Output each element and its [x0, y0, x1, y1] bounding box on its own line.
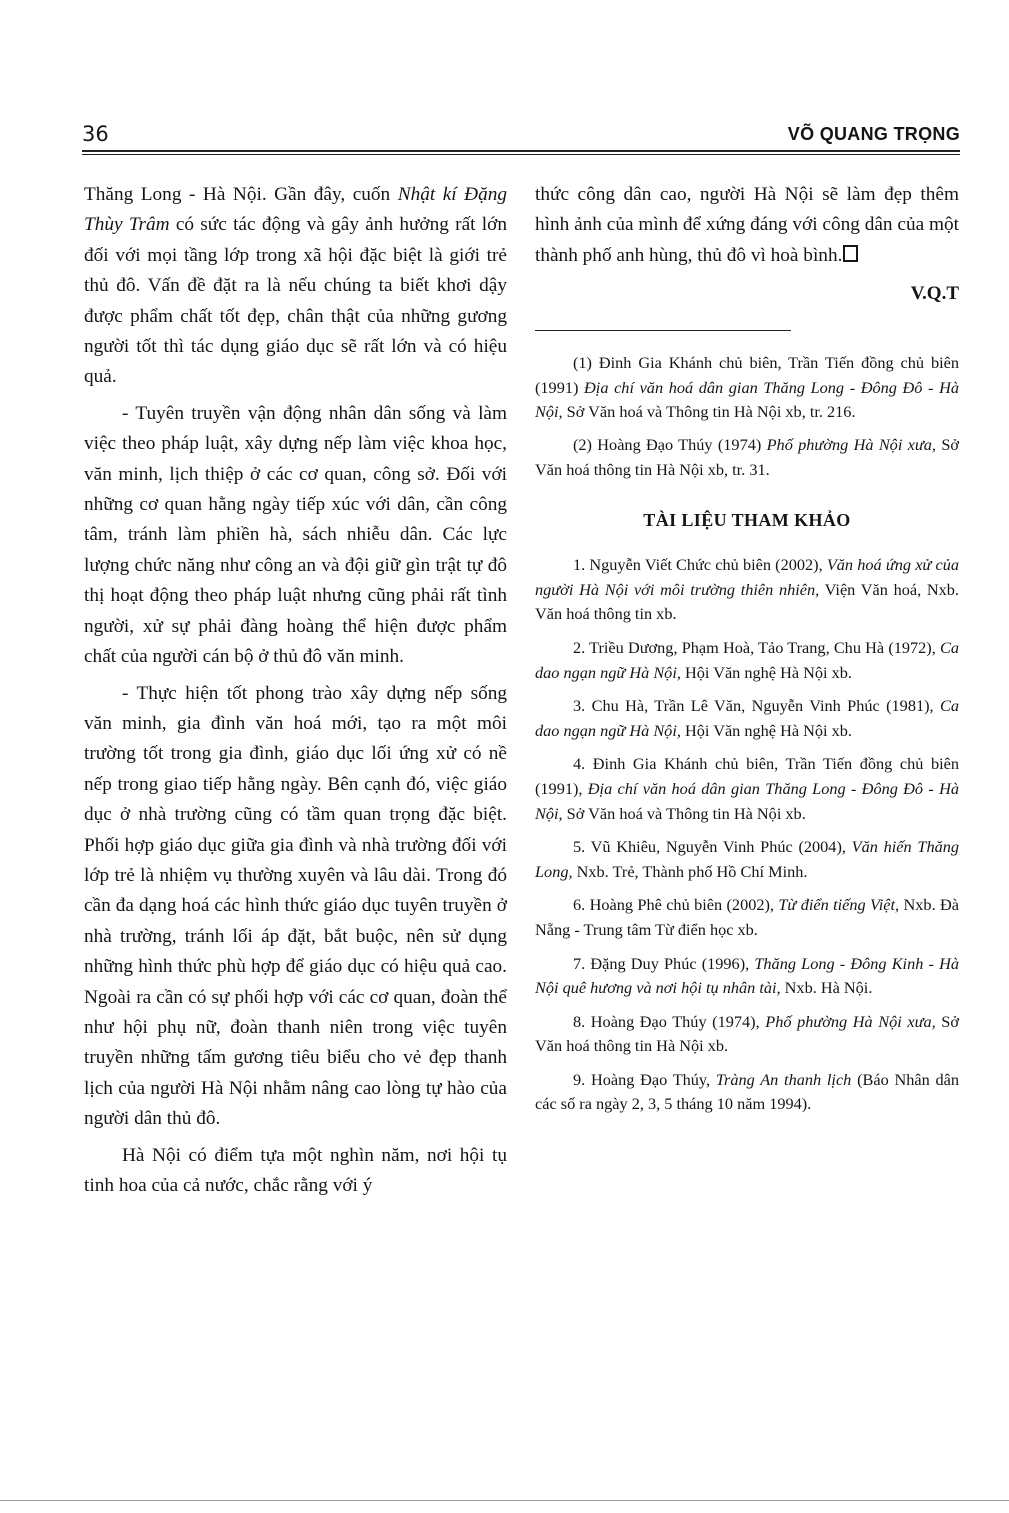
running-title: VÕ QUANG TRỌNG — [787, 124, 960, 144]
left-column — [84, 180, 507, 1201]
body-paragraph-1: Thăng Long - Hà Nội. Gần đây, cuốn Nhật kí Đặng Thùy Trâm có sức tác động và gây ảnh hưởng rất lớn đối với mọi tầng lớp trong xã hội đặc biệt là giới trẻ thủ đô. Vấn đề đặt ra là nếu chúng ta biết khơi dậy được phẩm chất tốt đẹp, chân thật của những gương người tốt thì tác dụng giáo dục sẽ rất lớn và có hiệu quả. — [84, 184, 507, 388]
body-paragraph-4: Hà Nội có điểm tựa một nghìn năm, nơi hội tụ tinh hoa của cả nước, chắc rằng với ý — [84, 1144, 507, 1196]
author-signature: V.Q.T — [910, 283, 959, 305]
footnote-rule — [535, 330, 791, 331]
references-list — [535, 553, 959, 1117]
page-header — [82, 122, 960, 148]
reference-item: 4. Đinh Gia Khánh chủ biên, Trần Tiến đồng chủ biên (1991), Địa chí văn hoá dân gian Thăng Long - Đông Đô - Hà Nội, Sở Văn hoá và Thông tin Hà Nội xb. — [535, 754, 960, 823]
reference-item: 8. Hoàng Đạo Thúy (1974), Phố phường Hà Nội xưa, Sở Văn hoá thông tin Hà Nội xb. — [535, 1011, 959, 1056]
right-column — [535, 180, 959, 1117]
references-heading: TÀI LIỆU THAM KHẢO — [643, 510, 851, 531]
footnote-1: (1) Đinh Gia Khánh chủ biên, Trần Tiến đồng chủ biên (1991) Địa chí văn hoá dân gian Thăng Long - Đông Đô - Hà Nội, Sở Văn hoá và Thông tin Hà Nội xb, tr. 216. — [535, 353, 959, 422]
body-paragraph-2: - Tuyên truyền vận động nhân dân sống và làm việc theo pháp luật, xây dựng nếp làm việc khoa học, văn minh, lịch thiệp ở các cơ quan, công sở. Đối với những cơ quan hằng ngày tiếp xúc với dân, cần công tâm, tránh làm phiền hà, sách nhiễu dân. Các lực lượng chức năng như công an và đội giữ gìn trật tự đô thị hoạt động theo pháp luật nhưng cũng phải rất tình người, xử sự phải đàng hoàng thể hiện được phẩm chất của người cán bộ ở thủ đô văn minh. — [84, 402, 507, 668]
reference-item: 2. Triều Dương, Phạm Hoà, Tảo Trang, Chu Hà (1972), Ca dao ngạn ngữ Hà Nội, Hội Văn nghệ Hà Nội xb. — [535, 637, 959, 682]
page-number: 36 — [82, 122, 109, 146]
footnotes — [535, 351, 959, 482]
reference-item: 7. Đặng Duy Phúc (1996), Thăng Long - Đông Kinh - Hà Nội quê hương và nơi hội tụ nhân tài, Nxb. Hà Nội. — [535, 953, 959, 998]
page-bottom-edge — [0, 1500, 1009, 1501]
reference-item: 6. Hoàng Phê chủ biên (2002), Từ điển tiếng Việt, Nxb. Đà Nẵng - Trung tâm Từ điển học xb. — [535, 895, 960, 939]
footnote-2: (2) Hoàng Đạo Thúy (1974) Phố phường Hà Nội xưa, Sở Văn hoá thông tin Hà Nội xb, tr. 31. — [535, 435, 959, 479]
reference-item: 9. Hoàng Đạo Thúy, Tràng An thanh lịch (Báo Nhân dân các số ra ngày 2, 3, 5 tháng 10 năm 1994). — [535, 1069, 959, 1114]
body-paragraph-3: - Thực hiện tốt phong trào xây dựng nếp sống văn minh, gia đình văn hoá mới, tạo ra một môi trường tốt trong gia đình, giáo dục lối ứng xử có nề nếp trong giao tiếp hằng ngày. Bên cạnh đó, việc giáo dục ở nhà trường cũng có tầm quan trọng đặc biệt. Phối hợp giáo dục giữa gia đình và nhà trường đối với lớp trẻ là nhiệm vụ thường xuyên và lâu dài. Trong đó cần đa dạng hoá các hình thức giáo dục tuyên truyền ở nhà trường, tránh lối áp đặt, bắt buộc, nên sử dụng những hình thức phù hợp để giáo dục có hiệu quả cao. Ngoài ra cần có sự phối hợp với các cơ quan, đoàn thể như hội phụ nữ, đoàn thanh niên trong việc tuyên truyền những tấm gương tiêu biểu cho vẻ đẹp thanh lịch của người Hà Nội nhằm nâng cao lòng tự hào của người dân thủ đô. — [84, 682, 507, 1130]
header-rule-thick — [82, 150, 960, 152]
header-rule-thin — [82, 154, 960, 155]
book-title: Nhật kí Đặng Thùy Trâm — [84, 184, 507, 236]
reference-item: 1. Nguyễn Viết Chức chủ biên (2002), Văn hoá ứng xử của người Hà Nội với môi trường thiên nhiên, Viện Văn hoá, Nxb. Văn hoá thông tin xb. — [535, 555, 959, 624]
body-paragraph-continuation: thức công dân cao, người Hà Nội sẽ làm đẹp thêm hình ảnh của mình để xứng đáng với công dân của một thành phố anh hùng, thủ đô vì hoà bình. — [535, 184, 959, 266]
reference-item: 3. Chu Hà, Trần Lê Văn, Nguyễn Vinh Phúc (1981), Ca dao ngạn ngữ Hà Nội, Hội Văn nghệ Hà Nội xb. — [535, 696, 959, 740]
end-mark-icon — [843, 245, 858, 262]
reference-item: 5. Vũ Khiêu, Nguyễn Vinh Phúc (2004), Văn hiến Thăng Long, Nxb. Trẻ, Thành phố Hồ Chí Minh. — [535, 837, 960, 881]
